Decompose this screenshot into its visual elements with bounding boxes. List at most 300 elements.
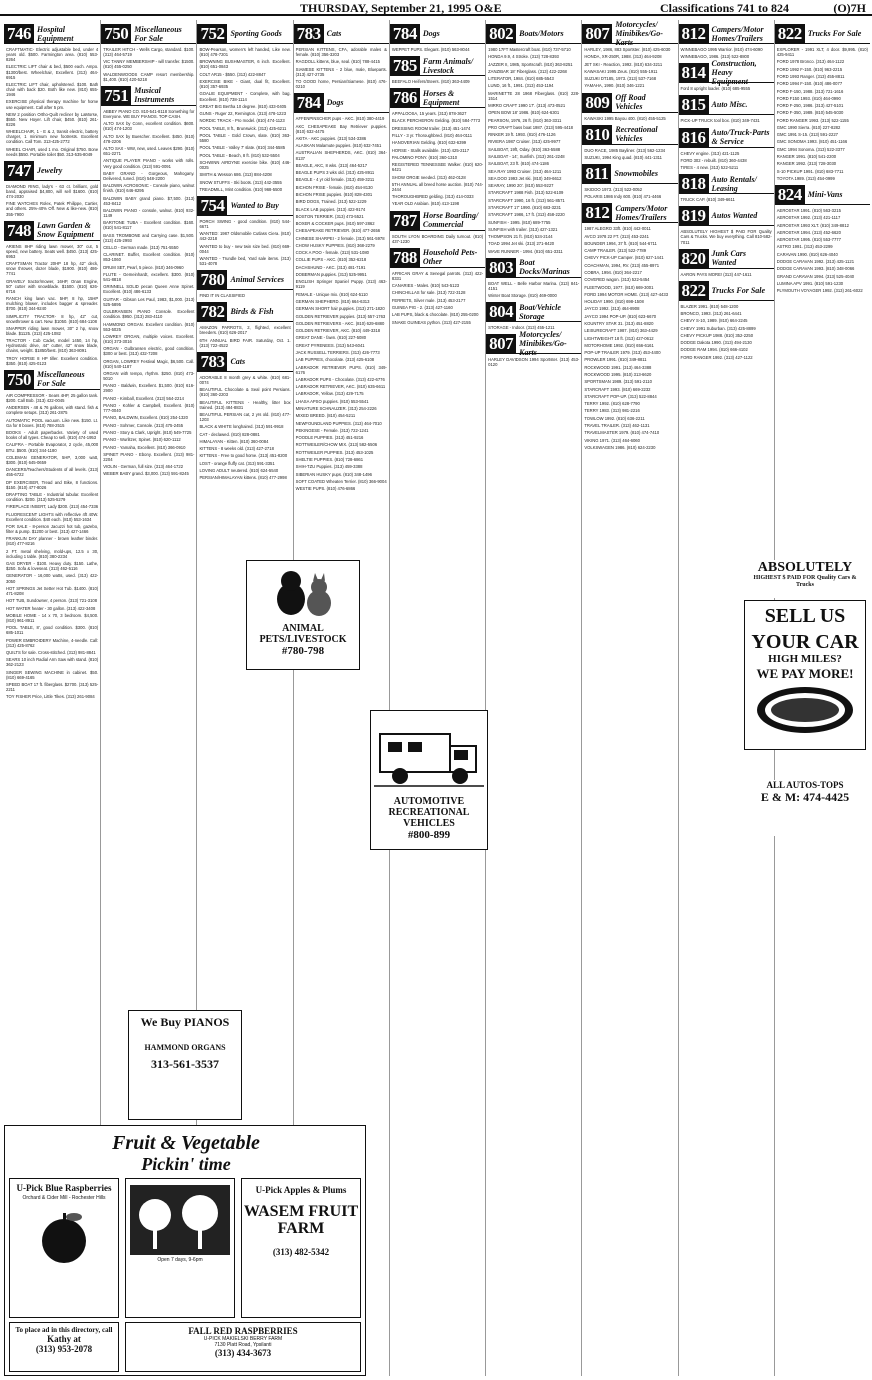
classified-ad: AEROSTAR 1993 XLT. (810) 349-8812 — [776, 222, 849, 228]
classified-ad: PIANO - Yamaha, Excellent. (810) 366-0910 — [103, 444, 186, 450]
place-ad-text: To place ad in this directory, call — [15, 1326, 113, 1334]
car-badge-icon — [755, 685, 855, 735]
classified-ad: WANTED - Trundle bed, Yard sale items. (313) 531-4078 — [199, 256, 291, 267]
pianos-phone: 313-561-3537 — [151, 1057, 219, 1071]
section-number: 818 — [679, 174, 709, 194]
section-title: Miscellaneous For Sale — [34, 370, 100, 390]
apple-icon — [34, 1207, 94, 1267]
section-header — [582, 93, 677, 113]
fruit-title: Fruit & Vegetable — [112, 1132, 260, 1154]
classified-ad: ANDERSEN - 48 & 76 gallons, with stand. fish & complete setups. (313) 261-2875 — [6, 405, 99, 416]
classified-ad: SEARAY, 1990 20'. (810) 553-9227 — [488, 183, 554, 189]
section-number: 747 — [4, 161, 34, 181]
classified-ad: CARAVAN 1990. (810) 626-4040 — [776, 251, 838, 257]
section-header — [679, 59, 774, 87]
section-title: Boat Docks/Marinas — [516, 258, 581, 278]
classified-ad: KITTENS - Free to good home. (313) 451-8200 — [199, 453, 288, 459]
classified-ad: CHESAPEAKE RETRIEVER. (810) 477-2656 — [295, 228, 381, 234]
section-number: 748 — [4, 221, 34, 241]
section-title: Horses & Equipment — [420, 88, 485, 108]
classified-ad: AEROSTAR 1995. (810) 553-7777 — [776, 237, 841, 243]
classified-ad: DANCERS/Teachers/Students of all levels. (313) 455-6722 — [6, 467, 99, 478]
classified-ad: POOL TABLE, 8', good condition. $300. (810) 685-1011 — [6, 625, 99, 636]
classified-ad: GOLDEN RETRIEVER, AKC. (810) 449-3318 — [295, 328, 381, 334]
classified-ad: ABSOLUTELY HIGHEST $ PAID FOR Quality Cars & Trucks. We buy everything. Call 810-582-7011 — [680, 229, 772, 245]
classified-ad: GOLDEN RETRIEVER puppies. (313) 557-1763 — [295, 313, 386, 319]
classified-ad: BLACK & WHITE longhaired. (313) 591-9918 — [199, 424, 284, 430]
classified-ad: FORD 1994 MOTOR HOME. (313) 427-4433 — [584, 291, 669, 297]
classified-ad: POOL TABLE - Valley 7' slate. (810) 344-5585 — [199, 145, 286, 151]
classified-ad: MIXED BREED. (810) 454-5211 — [295, 413, 356, 419]
classified-ad: CHEVY S-10, 1989. (810) 664-2245 — [680, 318, 748, 324]
section-header — [679, 174, 774, 194]
classified-ad: 5TH ANNUAL all breed horse auction. (810) 744-2444 — [391, 181, 484, 192]
rv-ad-number: #800-899 — [407, 829, 451, 841]
section-header — [101, 24, 196, 44]
classified-ad: STARCRAFT 1993. (810) 669-2232 — [584, 386, 651, 392]
classified-ad: BEAGLE - 4 yr old female. (313) 459-3211 — [295, 177, 375, 183]
section-number: 815 — [679, 95, 709, 115]
classified-ad: THOMPSON 21 ft. (810) 524-2144 — [488, 234, 553, 240]
classified-ad: FORD RANGER 1993. (313) 522-1155 — [776, 117, 849, 123]
classified-ad: FERRETS, Silver male. (313) 453-2177 — [391, 297, 466, 303]
classified-ad: AEROSTAR 1992. (313) 421-1117 — [776, 215, 841, 221]
classified-ad: WHEEL CHAIR, used 1 mo. Original $750. Bone needs $550. Portable toilet $50. 313-535-8049 — [6, 146, 99, 157]
classified-ad: CHEVY PICKUP 1988. (810) 352-2250 — [680, 332, 754, 338]
classified-ad: RIVIERA 1987 Cruiser. (313) 425-9977 — [488, 139, 561, 145]
classified-ad: CRAFTSMAN Tractor 20HP 18 hp, 42" deck, snow thrower, dozer blade, $1900. (810) 486-7741 — [6, 261, 99, 277]
classified-ad: SIAMESE KITTENS - 2 blue, male, Blueparts. (313) 427-2735 — [295, 66, 387, 77]
raspberries-title: FALL RED RASPBERRIES — [188, 1326, 298, 1336]
classified-ad: ABBEY PIANO CO. 810-541-8118 Something for Everyone. WE BUY PIANOS. TOP CASH. — [103, 108, 195, 120]
classified-ad: 1980 17FT Mastercraft boat. (810) 737-5710 — [488, 47, 571, 52]
classified-ad: STARCRAFT POP-UP. (313) 522-8844 — [584, 393, 657, 399]
orchard-icon — [130, 1185, 230, 1255]
column-5 — [389, 20, 485, 1376]
section-title: Animal Services — [227, 270, 292, 290]
classified-ad: LABRADOR, Yellow. (313) 429-7175 — [295, 391, 364, 397]
section-header — [486, 258, 581, 278]
classified-ad: FLUTE - Gemeinhardt, excellent. $300. (810) 541-8818 — [103, 272, 195, 283]
classified-ad: MINIATURE SCHNAUZER. (313) 254-2226 — [295, 406, 377, 411]
classified-ad: FINE WATCHES Rolex, Patek Philippe, Cartier, and others. 25%-40% Off. New & like-new. (810) 355-7900 — [6, 201, 99, 217]
sellcar-line3: HIGH MILES? — [768, 653, 842, 665]
classified-ad: BEAUTIFUL PERSIAN cat, 2 yrs old. (810) 477-1203 — [199, 411, 291, 423]
section-header — [775, 24, 870, 44]
classified-ad: JAYCO 1992. (313) 464-8908 — [584, 306, 640, 312]
raspberries-farm: U-PICK MAKIELSKI BERRY FARM — [203, 1336, 283, 1342]
classified-ad: CELLO - German made. (313) 751-5550 — [103, 245, 179, 251]
classified-ad: STARCRAFT 1990, 16 ft. (313) 561-8571 — [488, 197, 565, 203]
section-title: Miscellaneous For Sale — [131, 24, 196, 44]
classified-ad: SNOW STUFFS - Ski boots. (313) 442-3555 — [199, 179, 282, 185]
classified-ad: GOALIE EQUIPMENT - Complete, with bag. Excellent. (810) 738-1114 — [199, 91, 291, 102]
section-number: 750 — [4, 370, 34, 390]
classified-ad: DUO RACE, 1985 Bayliner. (313) 562-1234 — [584, 147, 666, 153]
classified-ad: APPALOOSA, 15 years. (313) 878-3627 — [391, 111, 467, 117]
classified-ad: PRO CRAFT bass boat 1987. (313) 595-4418 — [488, 124, 573, 130]
classified-ad: LOWREY ORGAN, multiple voices. Excellent. (810) 373-3016 — [103, 333, 195, 344]
classified-ad: S-10 PICKUP 1991. (810) 683-7711 — [776, 168, 844, 174]
classified-ad: ALTO SAX - WW, new, used. Leaves $290. (810) 651-2271 — [103, 146, 195, 157]
classified-ad: GERMAN SHEPHERD. (810) 664-6313 — [295, 298, 370, 304]
section-title: Musical Instruments — [131, 86, 196, 106]
classified-ad: SHELTIE PUPPIES. (810) 728-6861 — [295, 456, 364, 462]
fruit-hours: Open 7 days, 9-6pm — [157, 1257, 203, 1263]
section-header — [4, 161, 100, 181]
classified-ad: EXERCISE physical therapy machine for home use equipment. Call after 5 pm. — [6, 99, 99, 110]
classified-ad: SHIH-TZU Puppies. (313) 459-3388 — [295, 464, 363, 470]
classified-ad: BOW-Pearson, women's left handed, Like new. (810) 478-7201 — [199, 47, 291, 58]
section-number: 812 — [679, 24, 709, 44]
classified-ad: JAYCO 1994 POP-UP. (810) 623-6670 — [584, 313, 657, 319]
classified-ad: SUZUKI DT185, 1973. (313) 537-7168 — [584, 76, 657, 82]
classified-ad: SEA RAY 1993 Cruiser. (313) 464-1211 — [488, 168, 562, 174]
classified-ad: AMAZON PARROTS, 2, flighted, excellent breeders. (810) 626-2017 — [199, 325, 291, 336]
absolutely-title: ABSOLUTELY — [757, 560, 853, 575]
classified-ad: HANOVERIAN Gelding. (810) 632-6399 — [391, 140, 467, 146]
classified-ad: ELECTRIC LIFT chair & bed, $500 each. Ampo. $1300/best. Wheelchair, Excellent. (313) 464-6915 — [6, 64, 99, 80]
section-header — [197, 270, 292, 290]
classified-ad: SIBERIAN HUSKY pups. (810) 348-1496 — [295, 471, 372, 477]
classified-ad: ZANZIBAR 18' Fiberglass. (313) 422-2268 — [488, 68, 567, 74]
section-header — [390, 248, 485, 268]
classified-ad: GREAT BIG Bertha 10 degree. (810) 433-0405 — [199, 103, 287, 109]
classified-ad: FORD RANGER 1992. (313) 427-1122 — [680, 354, 753, 360]
classified-ad: SKIDOO 1973. (313) 522-0052 — [584, 186, 643, 192]
section-header — [679, 128, 774, 148]
section-title: Boat/Vehicle Storage — [516, 302, 581, 322]
classified-ad: POOL TABLE - Gold Crown, slate. (810) 363-5580 — [199, 132, 291, 143]
classified-ad: NORDIC TRACK - Pro model. (810) 474-1123 — [199, 118, 285, 124]
fruit-farm-name: WASEM FRUIT FARM — [243, 1203, 359, 1237]
classified-ad: NEWFOUNDLAND PUPPIES. (313) 464-7010 — [295, 420, 382, 426]
fruit-left-title: U-Pick Blue Raspberries — [16, 1183, 112, 1193]
section-header — [197, 196, 292, 216]
classified-ad: AIR COMPRESSOR - Sears 4HP, 25 gallon tank. $200. Call Bob. (313) 422-0045 — [6, 392, 99, 404]
classified-ad: WAVE RUNNER - 1994. (810) 651-3311 — [488, 248, 563, 254]
classified-ad: GMC 1994 Sonoma. (313) 522-3377 — [776, 146, 845, 152]
classified-ad: FIND IT IN CLASSIFIED — [199, 293, 245, 299]
classified-ad: WINNEBAGO 1995 Warrior. (810) 474-6090 — [680, 47, 763, 52]
classified-ad: FORD 302 - rebuilt. (810) 360-4438 — [680, 157, 747, 163]
classified-ad: 1987 ALEGRO 33ft. (810) 442-0011 — [584, 226, 651, 232]
section-title: Household Pets- Other — [420, 248, 485, 268]
section-header — [197, 24, 292, 44]
classified-ad: STARCRAFT 1986, 17 ft. (313) 458-2220 — [488, 212, 565, 218]
section-number: 751 — [101, 86, 131, 106]
pianos-headline: We Buy PIANOS — [140, 1015, 230, 1029]
section-number: 812 — [582, 203, 612, 223]
classified-ad: TOAD 1994 Jet ski. (313) 271-8420 — [488, 241, 555, 247]
absolutely-ad — [744, 560, 866, 598]
section-title: Lawn Garden & Snow Equipment — [34, 221, 100, 241]
section-title: Campers/Motor Homes/Trailers — [709, 24, 774, 44]
masthead-date: THURSDAY, September 21, 1995 O&E — [300, 1, 502, 15]
section-number: 802 — [486, 24, 516, 44]
classified-ad: SEARS 10 inch Radial Arm Saw with stand. (810) 362-2123 — [6, 657, 99, 668]
classified-ad: HARLEY DAVIDSON 1994 Sportster. (313) 453-0120 — [488, 357, 580, 368]
section-number: 807 — [582, 24, 612, 44]
classified-ad: CAT - declawed. (810) 828-0881 — [199, 431, 260, 437]
classified-ad: BIRD DOGS, Trained. (313) 522-1229 — [295, 199, 367, 205]
classified-ad: CANARIES - Males. (810) 543-5123 — [391, 283, 460, 289]
classified-ad: SPORTSMAN 1989. (313) 591-2110 — [584, 379, 652, 385]
classified-ad: Ford 8 upright loader. (810) 685-9555 — [680, 86, 751, 92]
classified-ad: LEISURECRAFT 1987. (810) 363-4429 — [584, 328, 658, 334]
classified-ad: VIOLIN - German, full size. (313) 464-1722 — [103, 464, 184, 470]
classified-ad: JACK RUSSELL TERRIERS. (313) 426-7773 — [295, 349, 380, 355]
section-number: 750 — [101, 24, 131, 44]
classified-ad: 2 FT. metal shelving, mold-ups, 12.5 x 30, including 1 table. (810) 380-2234 — [6, 548, 99, 559]
classified-ad: STORAGE - Indoor. (313) 455-1211 — [488, 325, 555, 331]
classified-ad: HIMALAYAN - Kitten. (810) 360-0084 — [199, 438, 269, 444]
absolutely-text: HIGHEST $ PAID FOR Quality Cars & Trucks — [753, 575, 857, 588]
section-number: 816 — [679, 128, 709, 148]
classified-ad: KOUNTRY STAR 31. (313) 451-8820 — [584, 321, 654, 326]
classified-ad: FLUORESCENT LIGHTS with reflective 4ft 40W. Excellent condition. $40 each. (810) 553-1634 — [6, 511, 99, 522]
classified-ad: POOL TABLE - Beach, 8 ft. (810) 532-5504 — [199, 152, 280, 158]
classified-ad: PICK-UP TRUCK tool box. (810) 349-7431 — [680, 118, 760, 124]
classified-ad: GUNS - Ruger 22, Remington. (313) 478-1223 — [199, 111, 287, 117]
raspberries-address: 7130 Platt Road, Ypsilanti — [214, 1342, 272, 1348]
classified-ad: 6TH ANNUAL BIRD FAIR. Saturday, Oct. 1. (313) 722-4522 — [199, 337, 291, 348]
classified-ad: PIANO - Sohmer, Console. (313) 475-2455 — [103, 422, 184, 428]
classified-ad: WINNEBAGO, 1986. (313) 522-8800 — [680, 54, 750, 60]
classified-ad: OPEN BOW 18' 1986. (810) 624-6301 — [488, 110, 560, 116]
classified-ad: CALIFRA - Portable Evaporator, 2 cycle, 45,000 BTU. $500. (810) 344-1180 — [6, 442, 99, 453]
sellcar-line2: YOUR CAR — [751, 631, 859, 653]
classified-ad: COBRA, 1994. (810) 364-2217 — [584, 270, 642, 276]
section-title: Autos Wanted — [709, 206, 774, 226]
section-title: Horse Boarding/ Commercial — [420, 211, 485, 231]
classified-ad: YEAR OLD Arabian. (810) 413-1198 — [391, 201, 460, 207]
classified-ad: CRAFTMATIC- Electric adjustable bed, under 4 years old. $500. Farmington area. (810) 553-8264 — [6, 47, 99, 63]
classified-ad: DOBERMAN puppies. (313) 525-9951 — [295, 272, 367, 278]
classified-ad: TRAILER HITCH - Wells Cargo, standard. $100. (313) 464-5719 — [103, 47, 195, 58]
classified-ad: BASS TROMBONE and Carrying case. $1,500. (313) 425-2993 — [103, 232, 195, 243]
section-header — [679, 24, 774, 44]
section-header — [390, 88, 485, 108]
section-header — [582, 20, 677, 47]
classified-ad: COVERED wagon. (313) 522-5454 — [584, 277, 650, 283]
classified-ad: CAMP TRAILER. (313) 522-7789 — [584, 248, 647, 254]
classified-ad: FORD F-250, 1986. (313) 427-5101 — [776, 103, 844, 109]
classified-ad: DACHSHUND - AKC. (313) 481-7191 — [295, 264, 366, 270]
classified-ad: AEROSTAR 1991. (810) 563-3215 — [776, 207, 841, 213]
allauto-phone: E & M: 474-4425 — [760, 790, 850, 804]
classified-ad: PERSIAN/HIMALAYAN kittens. (810) 477-2998 — [199, 475, 287, 481]
fruit-vegetable-directory — [4, 1125, 366, 1376]
classified-ad: GMC 1990 Sierra. (810) 227-8282 — [776, 124, 841, 130]
classified-ad: DIAMOND RING, lady's - 63 ct. brilliant, gold band, appraised $4,800, will sell $1600. (810) 474-2030 — [6, 183, 99, 200]
classified-ad: RANCH king lawn vac. 5HP, 8 hp, 15HP mulching blower, includes bagger & spreader. $700. (810) 344-9240 — [6, 296, 99, 312]
classified-ad: DP EXERCISER, Tread and Bike, 8 functions. $150. (810) 477-8026 — [6, 479, 99, 490]
classified-ad: ORGAN - Gulbransen electric, good condition. $300 or best. (313) 432-7208 — [103, 346, 195, 357]
classified-ad: COLT AR15 - $550. (313) 422-8847 — [199, 71, 266, 77]
classified-ad: SNAPPER riding lawn mower, 30" 2 hp, snow blade. $1125. (313) 425-1082 — [6, 325, 99, 336]
classified-ad: PLYMOUTH VOYAGER 1992. (313) 261-6022 — [776, 288, 863, 294]
classified-ad: TOY FISHER Price, Little Tikes. (313) 261-9084 — [6, 694, 95, 700]
classified-ad: GRAND CARAVAN 1994. (313) 525-4040 — [776, 273, 855, 279]
classified-ad: ARIENS 8HP riding lawn mower, 30" cut, 5 speed, new battery. Seats well. $450. (313) 425-6953 — [6, 243, 99, 259]
classified-ad: BOXER & COCKER pups. (810) 597-2862 — [295, 221, 375, 227]
classified-ad: LOVING ADULT neutered. (810) 624-5540 — [199, 468, 279, 474]
section-number: 822 — [775, 24, 805, 44]
classified-ad: LHASA APSO puppies. (810) 553-5541 — [295, 398, 369, 404]
classified-ad: BROWNING BUSHMASTER, 6 inch. Excellent. (810) 651-0843 — [199, 59, 291, 70]
classified-ad: SAILBOAT, 19ft, Oday. (810) 363-5588 — [488, 146, 561, 152]
classified-ad: HAMMOND ORGAN. Excellent condition. (810) 553-5025 — [103, 321, 195, 332]
section-header — [582, 125, 677, 145]
classified-ad: EXPLORER - 1991 XLT, 4 door. $9,995. (810) 425-9411 — [776, 47, 868, 58]
classified-ad: ORGAN, LOWREY Festival Magic, $6,500. Call. (810) 540-1187 — [103, 358, 195, 369]
classified-ad: FORD F150 1993. (810) 464-0990 — [776, 95, 841, 101]
classified-ad: CHEVY engine. (313) 421-1125 — [680, 150, 740, 156]
classified-ad: KITTENS - 8 weeks old. (313) 427-2718 — [199, 446, 274, 452]
classified-ad: QUILTS for sale. Cross-stitched. (313) 981-8841 — [6, 649, 96, 655]
classified-ad: REGISTERED TENNESSEE Walker. (810) 620-6421 — [391, 162, 484, 173]
classified-ad: GERMAN SHORT hair puppies. (313) 271-1820 — [295, 306, 385, 312]
classified-ad: WESTIE PUPS. (810) 476-6866 — [295, 486, 356, 492]
classified-ad: YAMAHA, 1990. (810) 346-1221 — [584, 83, 645, 89]
automotive-rv-ad — [370, 710, 488, 850]
section-title: Auto Misc. — [709, 95, 774, 115]
classified-ad: HOT TUB, Sundowner, 4 person. (313) 721-3108 — [6, 598, 98, 604]
classified-ad: HONDA, XR-250R, 1988. (313) 464-9208 — [584, 54, 662, 60]
classified-ad: WANTED: 1987 Oldsmobile Cutlass Ciera. (810) 442-2218 — [199, 231, 291, 242]
classified-ad: SUNFISH - 1995. (810) 689-7755 — [488, 219, 551, 225]
classified-ad: FEMALE - Unique mix. (810) 624-5110 — [295, 291, 368, 297]
classified-ad: FLEETWOOD, 1977. (810) 669-3001 — [584, 284, 654, 290]
section-title: Mini-Vans — [805, 185, 870, 205]
section-title: Motorcycles/ Minibikes/Go-Karts — [516, 334, 581, 354]
classified-ad: GRAVELY tractor/mower, 16HP, Onan Engine, 50" cutter with snowblade. $1500. (810) 626-6716 — [6, 278, 99, 294]
classified-ad: LUMINA APV 1991. (810) 591-1230 — [776, 280, 844, 286]
section-title: Trucks For Sale — [709, 281, 774, 301]
classified-ad: TIRES - 4 new. (313) 522-5211 — [680, 165, 739, 171]
section-header — [486, 330, 581, 358]
classified-ad: VIKING 1971. (313) 464-6060 — [584, 437, 640, 443]
classified-ad: SPEED BOAT 17 ft. fiberglass. $2700. (313) 525-2211 — [6, 681, 99, 693]
classified-ad: WHEELCHAIR, 1 - E & J, transit electric, battery charger, 1 minimum new footrests. Excellent condition. Call Tom. 313-425-2772 — [6, 129, 99, 145]
section-title: Wanted to Buy — [227, 196, 292, 216]
section-number: 780 — [197, 270, 227, 290]
classified-ad: FORD 1992 F-150. (810) 963-2215 — [776, 66, 843, 72]
section-number: 804 — [486, 302, 516, 322]
section-header — [679, 281, 774, 301]
section-title: Junk Cars Wanted — [709, 249, 774, 269]
section-number: 782 — [197, 302, 227, 322]
section-title: Boats/Motors — [516, 24, 581, 44]
place-ad-phone: (313) 953-2078 — [35, 1344, 93, 1354]
section-title: Motorcycles/ Minibikes/Go-Karts — [612, 24, 677, 44]
fruit-left-ad — [9, 1178, 119, 1318]
classified-ad: GMC SONOMA 1993. (810) 451-1166 — [776, 139, 848, 145]
classified-ad: POODLE PUPPIES. (313) 451-9216 — [295, 435, 364, 441]
section-header — [197, 302, 292, 322]
classified-ad: PIANO - Wurlitzer, Spinet. (810) 620-1112 — [103, 437, 181, 443]
classified-ad: ROCKWOOD 1995. (810) 313-6620 — [584, 371, 652, 377]
classified-ad: STARCRAFT 17' 1990. (810) 683-3231 — [488, 205, 561, 210]
classified-ad: DODGE CARAVAN 1993. (810) 348-0066 — [776, 266, 855, 272]
place-ad-kathy: Kathy at — [47, 1334, 81, 1344]
classified-ad: LITERATOR, 1984. (810) 685-5543 — [488, 76, 554, 82]
classified-ad: PIANO, BALDWIN, Excellent. (810) 254-1320 — [103, 415, 188, 421]
classified-ad: RANGER 1992. (313) 728-3030 — [776, 161, 837, 167]
classified-ad: RINKER 19 ft. 1993. (810) 476-1126 — [488, 132, 556, 138]
section-number: 807 — [486, 334, 516, 354]
classified-ad: GOLDEN RETRIEVERS - AKC. (810) 629-6880 — [295, 320, 385, 326]
masthead-page: (O)7H — [833, 1, 866, 15]
section-title: Auto Rentals/ Leasing — [709, 174, 774, 194]
classified-ad: COACHMAN, 1994, RV. (313) 455-8971 — [584, 262, 660, 268]
masthead — [0, 0, 872, 16]
classified-ad: SINGER SEWING MACHINE in cabinet. $50. (810) 669-4165 — [6, 669, 99, 680]
classified-ad: TREADMILL, Mint condition. (810) 968-5500 — [199, 186, 283, 192]
classified-ad: VOLKSWAGEN 1986. (810) 624-2230 — [584, 444, 656, 450]
classified-ad: ELECTRIC LIFT chair, upholstered. $100. Bath chair with back $20. Both like new. (810) 655-1946 — [6, 81, 99, 98]
masthead-classifications: Classifications 741 to 824 — [660, 1, 789, 15]
classified-ad: LAB PUPS, black & chocolate. (810) 255-0200 — [391, 312, 479, 318]
section-title: Auto/Truck-Parts & Service — [709, 128, 774, 148]
section-title: Cats — [324, 24, 389, 44]
classified-ad: SAILBOAT - 14', Sunfish. (313) 261-2248 — [488, 154, 565, 160]
section-header — [486, 302, 581, 322]
classified-ad: POP-UP TRAILER 1979. (313) 453-4400 — [584, 350, 661, 356]
section-number: 788 — [390, 248, 420, 268]
classified-ad: THOROUGHBRED gelding. (313) 414-0333 — [391, 194, 474, 200]
pets-ad-number: #780-798 — [281, 645, 325, 657]
section-number: 824 — [775, 185, 805, 205]
classified-ad: ROTTWEILER/CHOW MIX. (313) 582-5506 — [295, 442, 378, 448]
fruit-upick: U-Pick Apples & Plums — [255, 1185, 347, 1195]
classified-ad: RANGER 1991. (810) 541-2200 — [776, 154, 837, 160]
classified-ad: LABRADOR RETRIEVER PUPS. (810) 349-6176 — [295, 364, 387, 375]
classified-ad: BALDWIN PIANO - console, walnut. (810) 932-1149 — [103, 207, 195, 219]
classified-ad: TROY HORSE 8 HP tiller. Excellent condition. $350. (810) 425-0123 — [6, 355, 99, 366]
classified-ad: PIANO - Kimball, Excellent. (313) 564-2214 — [103, 395, 184, 401]
classified-ad: TRACTOR - Cub Cadet, model 1450, 14 hp, Hydrostatic drive, 44" cutter, 42" snow blade, chains, weight. $1850/best. (810) 363-8091 — [6, 338, 99, 354]
section-number: 810 — [582, 125, 612, 145]
classified-ad: BICHON FRISE puppies. (810) 828-4301 — [295, 191, 373, 197]
section-number: 784 — [390, 24, 420, 44]
section-title: Dogs — [324, 93, 389, 113]
classified-ad: COCK A POO - female. (313) 531-1080 — [295, 250, 369, 256]
classified-ad: SCHWINN AIRDYNE exercise bike. (810) 446-0025 — [199, 159, 291, 170]
classified-ad: SAILBOAT, 23 ft. (810) 474-1186 — [488, 161, 549, 167]
classified-ad: ADORABLE 8 month grey & white. (810) 681-0074 — [199, 374, 291, 385]
classified-ad: FOR SALE - 8-person Jacuzzi hot tub, gazebo, filter & pump. $1200 or best. (313) 427-1466 — [6, 523, 99, 535]
classified-ad: WEPPET PUPS. Elegant. (810) 563-8044 — [391, 47, 470, 52]
classified-ad: GRINNELL SOLID pecan Queen Anne Spinet. Excellent. (810) 486-6133 — [103, 284, 195, 295]
column-6 — [485, 20, 581, 1376]
classified-ad: POOL TABLE, 8 ft., Brunswick. (313) 425-6211 — [199, 125, 287, 131]
classified-ad: ENGLISH Springer Spaniel Puppy. (313) 463-9119 — [295, 279, 387, 290]
classified-ad: AEROSTAR 1994. (313) 452-6620 — [776, 229, 841, 235]
classified-ad: HORSE - Stalls available. (313) 425-2117 — [391, 147, 470, 153]
classified-ad: JAZZER II, 1985, Sportscraft. (810) 363-8251 — [488, 61, 573, 67]
classified-ad: TOWLOW 1992. (810) 636-2211 — [584, 415, 645, 421]
section-header — [101, 86, 196, 106]
section-title: Dogs — [420, 24, 485, 44]
classified-ad: BOAT WELL - Belle Harbor Marina. (313) 841-4151 — [488, 280, 580, 291]
classified-ad: AVCO 1978 22 FT. (313) 453-2241 — [584, 233, 649, 239]
section-header — [390, 24, 485, 44]
classified-ad: BOOKS - Adult paperbacks. Variety of used books of all types. Cheap to sell. (810) 474-1953 — [6, 430, 99, 441]
classified-ad: KAWASKI 1995 Bayou 400. (810) 455-5125 — [584, 115, 666, 121]
section-title: Campers/Motor Homes/Trailers — [612, 203, 677, 223]
